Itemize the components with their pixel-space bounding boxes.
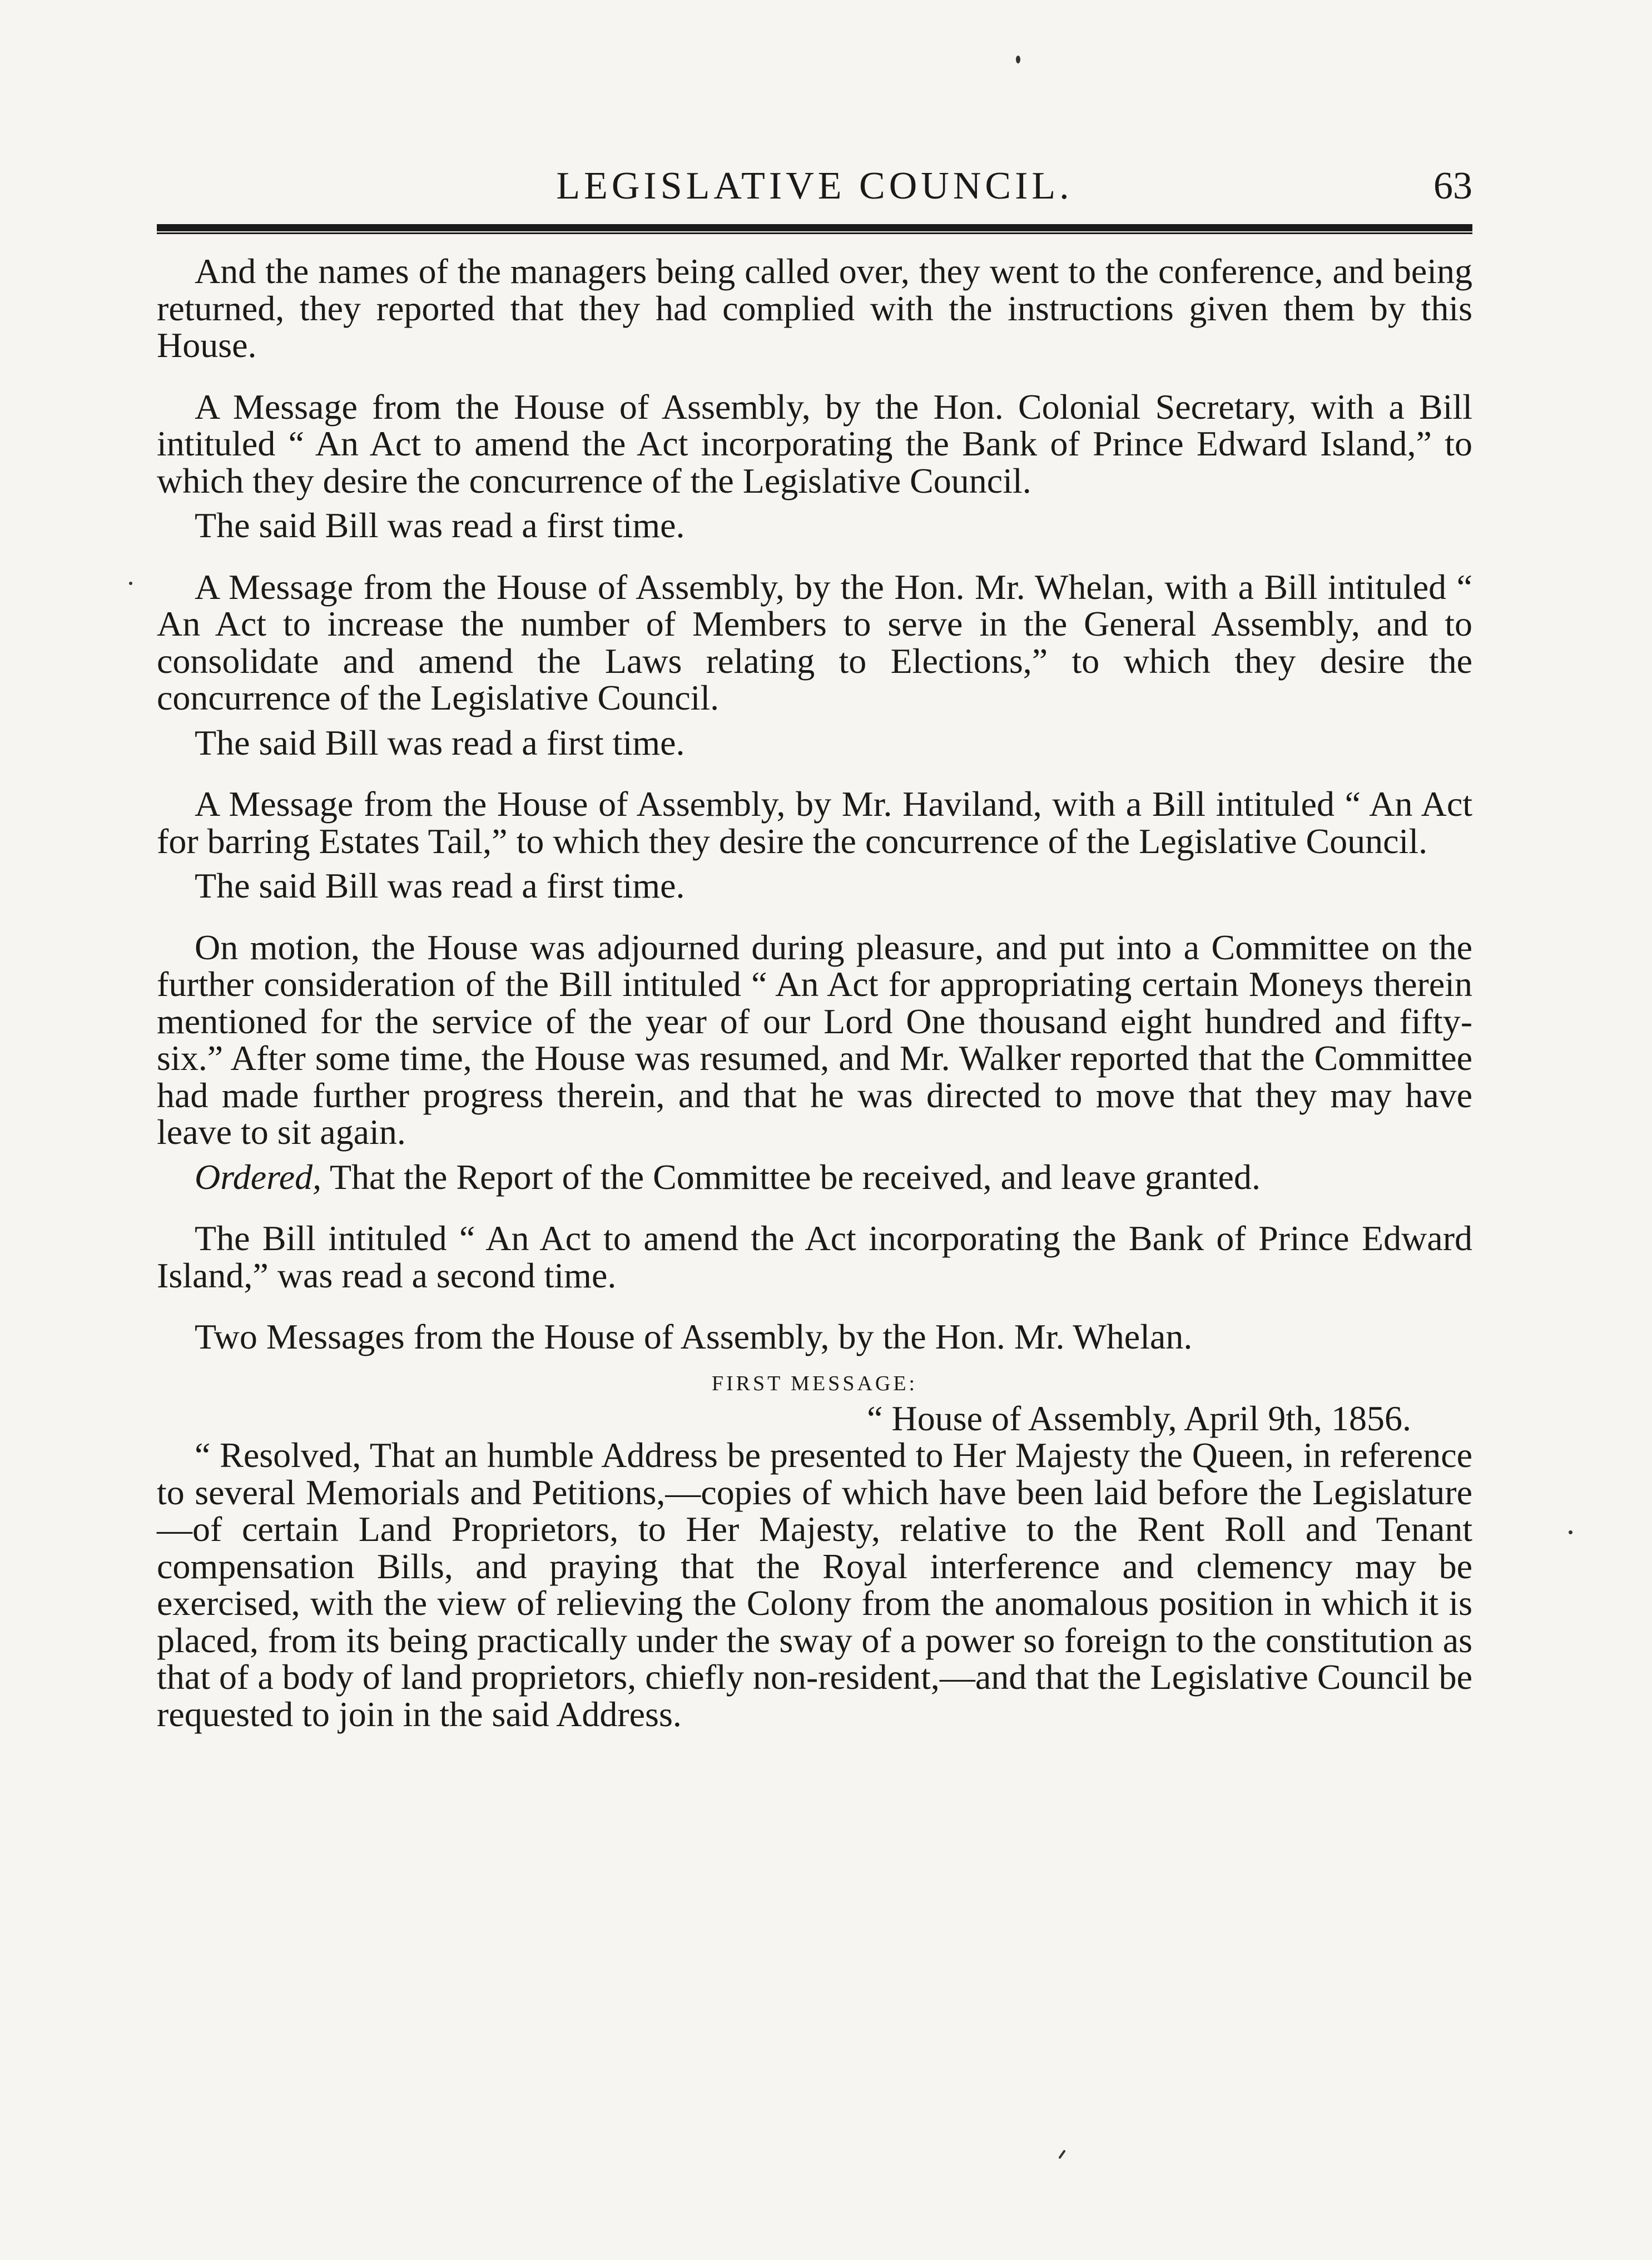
- page-number: 63: [1433, 165, 1472, 207]
- print-speck: [1016, 56, 1020, 63]
- paragraph-message-estates: A Message from the House of Assembly, by Mr. Haviland, with a Bill intituled “ An Act for barring Estates Tail,” to which they desire the concurrence of the Legislative Council.: [157, 784, 1472, 861]
- first-message-date: “ House of Assembly, April 9th, 1856.: [867, 1398, 1411, 1438]
- header-rule: [157, 224, 1472, 234]
- paragraph-message-members: A Message from the House of Assembly, by the Hon. Mr. Whelan, with a Bill intituled “ An Act to increase the number of Members to serve in the General Assembly, and to consolidate and amend the Laws relating to Elections,” to which they desire the concurrence of the Legislative Council.: [157, 567, 1472, 717]
- paragraph-committee: On motion, the House was adjourned during pleasure, and put into a Committee on the further consideration of the Bill intituled “ An Act for appropriating certain Moneys therein mentioned for the service of the year of our Lord One thousand eight hundred and fifty-six.” After some time, the House was resumed, and Mr. Walker reported that the Committee had made further progress therein, and that he was directed to move that they may have leave to sit again.: [157, 927, 1472, 1152]
- first-message-heading: FIRST MESSAGE:: [711, 1371, 918, 1395]
- page-header: [157, 161, 1472, 211]
- paragraph-two-messages: Two Messages from the House of Assembly, by the Hon. Mr. Whelan.: [195, 1317, 1193, 1356]
- paragraph-first-reading: The said Bill was read a first time.: [195, 722, 685, 762]
- ordered-label: Ordered,: [195, 1157, 322, 1197]
- paragraph-ordered: [157, 1159, 1472, 1196]
- document-page: [157, 0, 1472, 2260]
- first-message-resolution: “ Resolved, That an humble Address be presented to Her Majesty the Queen, in reference to several Memorials and Petitions,—copies of which have been laid before the Legislature—of certain Land Proprietors, to Her Majesty, relative to the Rent Roll and Tenant compensation Bills, and praying that the Royal interference and clemency may be exercised, with the view of relieving the Colony from the anomalous position in which it is placed, from its being practically under the sway of a power so foreign to the constitution as that of a body of land proprietors, chiefly non-resident,—and that the Legislative Council be requested to join in the said Address.: [157, 1435, 1472, 1734]
- print-speck: [1569, 1530, 1572, 1534]
- paragraph-managers: And the names of the managers being called over, they went to the conference, and being returned, they reported that they had complied with the instructions given them by this House.: [157, 251, 1472, 365]
- body-text: [157, 253, 1472, 1733]
- paragraph-first-reading: The said Bill was read a first time.: [195, 505, 685, 545]
- paragraph-message-bank: A Message from the House of Assembly, by the Hon. Colonial Secretary, with a Bill intituled “ An Act to amend the Act incorporating the Bank of Prince Edward Island,” to which they desire the concurrence of the Legislative Council.: [157, 386, 1472, 500]
- page-title: LEGISLATIVE COUNCIL.: [556, 165, 1073, 207]
- paragraph-second-reading: The Bill intituled “ An Act to amend the Act incorporating the Bank of Prince Edward Island,” was read a second time.: [157, 1218, 1472, 1295]
- paragraph-first-reading: The said Bill was read a first time.: [195, 866, 685, 905]
- ordered-text: That the Report of the Committee be received, and leave granted.: [321, 1157, 1261, 1197]
- print-speck: [129, 582, 132, 585]
